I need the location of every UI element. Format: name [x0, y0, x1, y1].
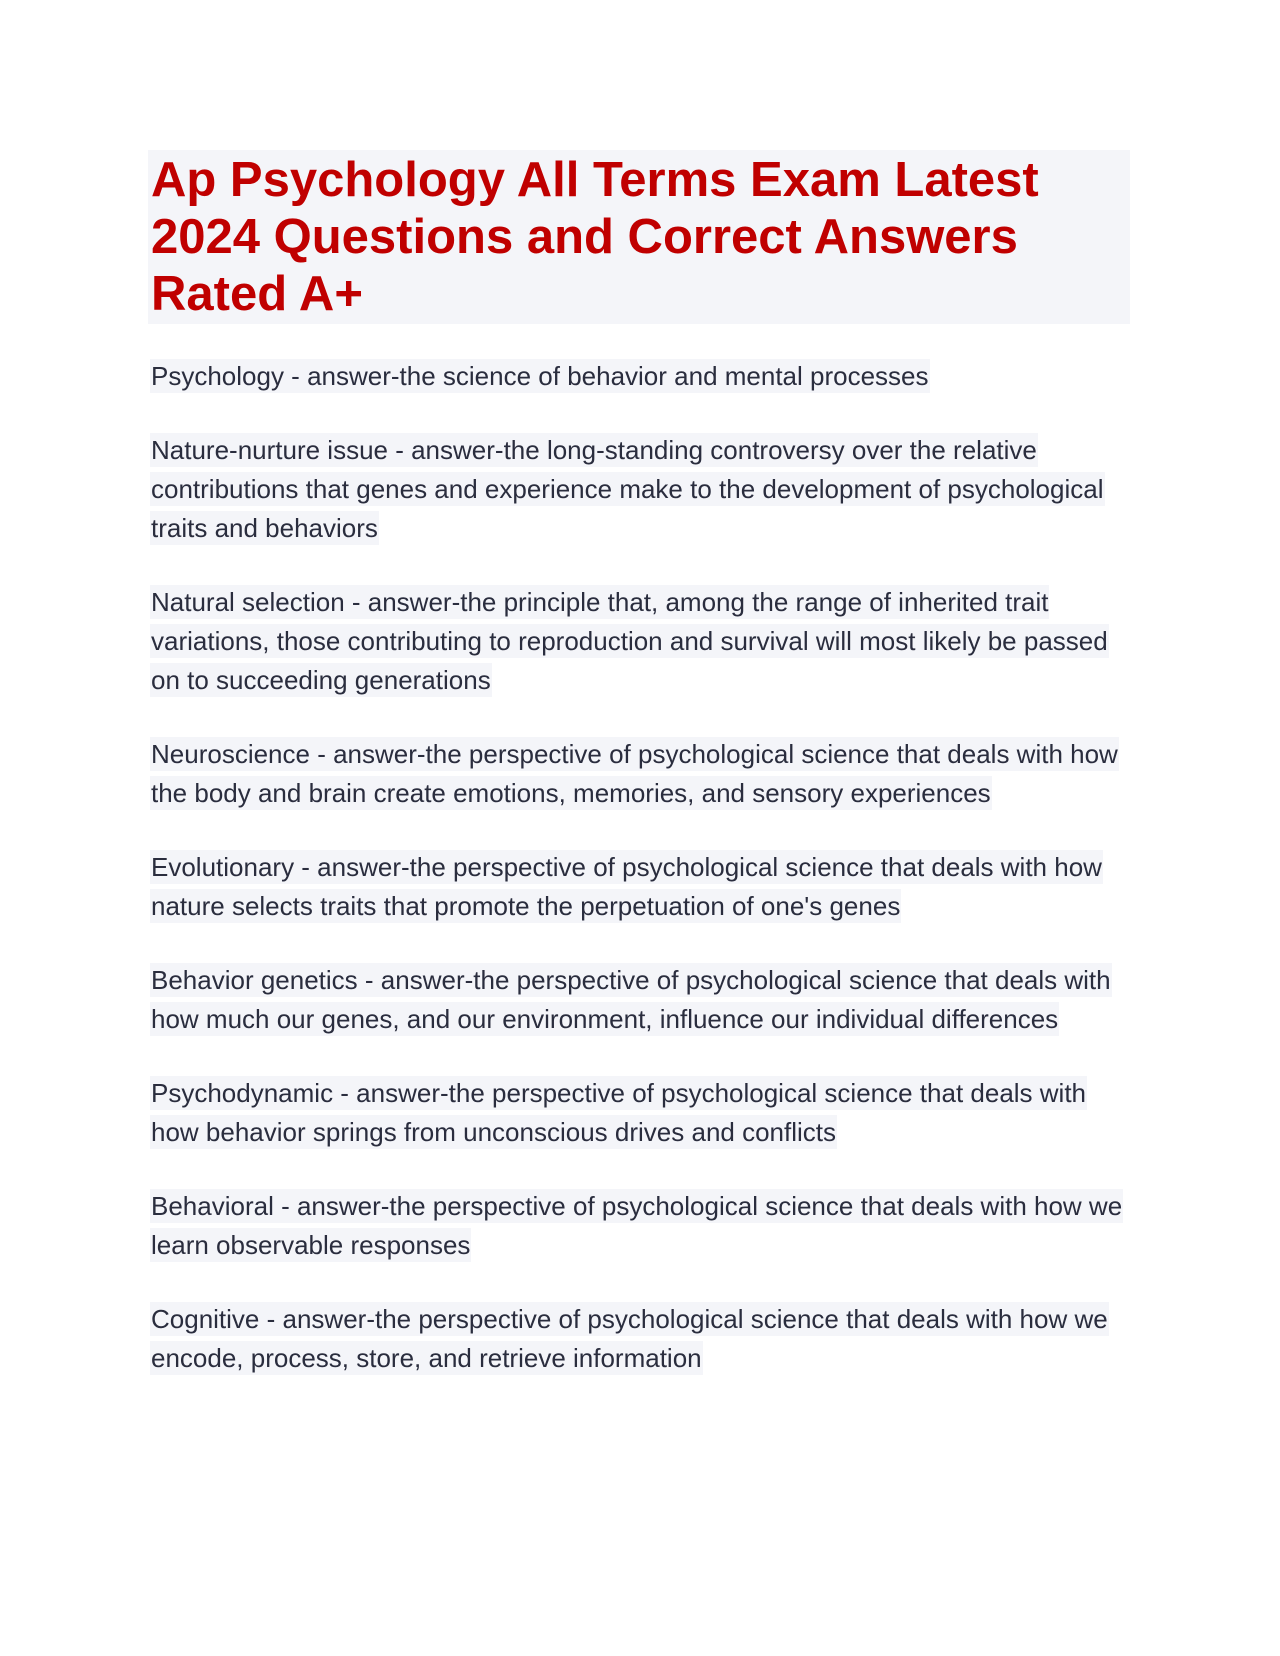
term-entry-text: Cognitive - answer-the perspective of psychological science that deals with how we encode, process, store, and retrieve information [151, 1304, 1108, 1373]
title-block [148, 150, 1130, 324]
term-entry [150, 848, 1140, 926]
term-entry [150, 961, 1140, 1039]
term-list [150, 357, 1140, 1378]
term-entry-text: Behavioral - answer-the perspective of psychological science that deals with how we learn observable responses [151, 1191, 1123, 1260]
term-entry-text: Neuroscience - answer-the perspective of psychological science that deals with how the body and brain create emotions, memories, and sensory experiences [151, 739, 1118, 808]
term-entry-text: Psychodynamic - answer-the perspective of psychological science that deals with how behavior springs from unconscious drives and conflicts [151, 1078, 1087, 1147]
term-entry-text: Behavior genetics - answer-the perspective of psychological science that deals with how much our genes, and our environment, influence our individual differences [151, 965, 1111, 1034]
term-entry-text: Psychology - answer-the science of behavior and mental processes [151, 361, 929, 391]
term-entry [150, 357, 1140, 396]
term-entry [150, 583, 1140, 700]
term-entry-text: Evolutionary - answer-the perspective of psychological science that deals with how nature selects traits that promote the perpetuation of one's genes [151, 852, 1102, 921]
term-entry [150, 1300, 1140, 1378]
document-title: Ap Psychology All Terms Exam Latest 2024 Questions and Correct Answers Rated A+ [151, 153, 1039, 321]
term-entry [150, 1187, 1140, 1265]
term-entry-text: Nature-nurture issue - answer-the long-standing controversy over the relative contributions that genes and experience make to the development of psychological traits and behaviors [151, 435, 1104, 543]
term-entry [150, 735, 1140, 813]
term-entry [150, 1074, 1140, 1152]
term-entry [150, 431, 1140, 548]
term-entry-text: Natural selection - answer-the principle that, among the range of inherited trait variations, those contributing to reproduction and survival will most likely be passed on to succeeding generations [151, 587, 1108, 695]
